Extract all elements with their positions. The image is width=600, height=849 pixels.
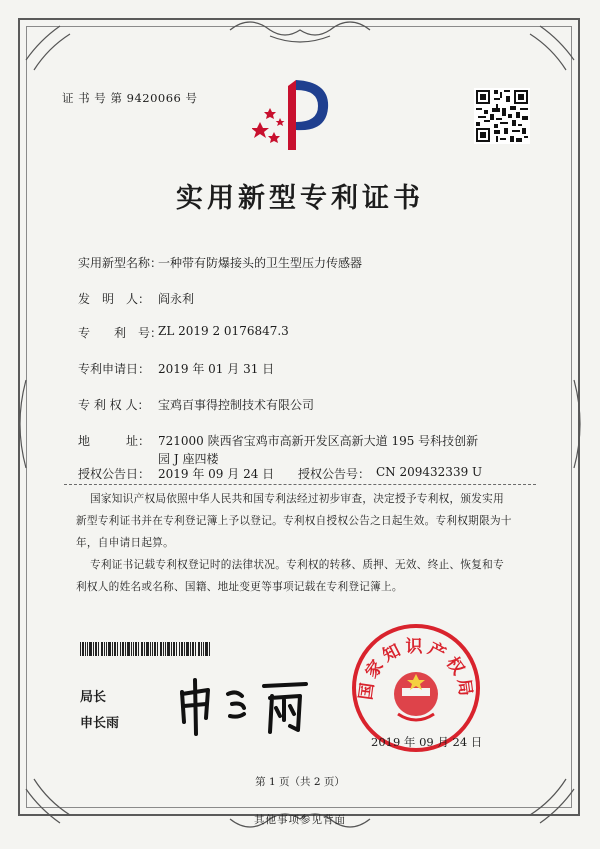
divider [64, 484, 536, 485]
body-line: 利权人的姓名或名称、国籍、地址变更等事项记载在专利登记簿上。 [76, 581, 403, 593]
field-row-patentee [78, 396, 315, 413]
certificate-title: 实用新型专利证书 [176, 183, 424, 214]
handwritten-signature-icon [172, 672, 312, 738]
field-row-patent-number [78, 324, 289, 341]
field-label: 实用新型名称： [78, 256, 163, 270]
field-row-address-cont [78, 450, 219, 466]
certificate-number-value: 9420066 [126, 91, 182, 105]
page-number: 第 1 页（共 2 页） [255, 776, 345, 788]
field-row-name [78, 254, 363, 271]
field-value: 721000 陕西省宝鸡市高新开发区高新大道 195 号科技创新 [158, 434, 479, 448]
grant-pub-label: 授权公告号： [298, 467, 371, 481]
body-line: 国家知识产权局依照中华人民共和国专利法经过初步审查，决定授予专利权，颁发实用 [90, 493, 504, 505]
patent-office-logo-icon [252, 74, 336, 158]
field-label: 授权公告日： [78, 467, 151, 481]
field-value: 阎永利 [158, 292, 195, 306]
seal-text: 国家知识产权局 [356, 637, 476, 702]
field-row-address [78, 432, 479, 449]
body-line: 专利证书记载专利权登记时的法律状况。专利权的转移、质押、无效、终止、恢复和专 [90, 559, 504, 571]
certificate-number [62, 90, 198, 106]
footer-note: 其他事项参见背面 [254, 814, 346, 826]
field-value: ZL 2019 2 0176847.3 [158, 324, 289, 338]
field-value: 宝鸡百事得控制技术有限公司 [158, 398, 315, 412]
field-value: 一种带有防爆接头的卫生型压力传感器 [158, 256, 363, 270]
certificate-number-suffix: 号 [185, 91, 198, 105]
director-title: 局长 [80, 690, 107, 705]
field-value: 园 J 座四楼 [158, 452, 219, 466]
barcode-icon [80, 642, 210, 656]
field-label: 专 利 号： [78, 326, 163, 340]
qr-code-icon [474, 88, 530, 144]
certificate-body-text [76, 488, 524, 598]
grant-pub-number: CN 209432339 U [376, 465, 483, 479]
field-row-filing-date [78, 360, 275, 377]
field-label: 专利申请日： [78, 362, 151, 376]
field-label: 专 利 权 人： [78, 398, 150, 412]
field-label: 发 明 人： [78, 292, 151, 306]
field-row-grant [78, 465, 483, 482]
body-line: 新型专利证书并在专利登记簿上予以登记。专利权自授权公告之日起生效。专利权期限为十 [76, 515, 512, 527]
seal-date: 2019 年 09 月 24 日 [371, 735, 483, 749]
field-label: 地 址： [78, 434, 151, 448]
certificate-number-label: 证 书 号 第 [62, 91, 123, 105]
grant-date: 2019 年 09 月 24 日 [158, 467, 275, 481]
director-name: 申长雨 [80, 716, 120, 731]
field-row-inventor [78, 290, 195, 307]
body-line: 年，自申请日起算。 [76, 537, 175, 549]
field-value: 2019 年 01 月 31 日 [158, 362, 275, 376]
